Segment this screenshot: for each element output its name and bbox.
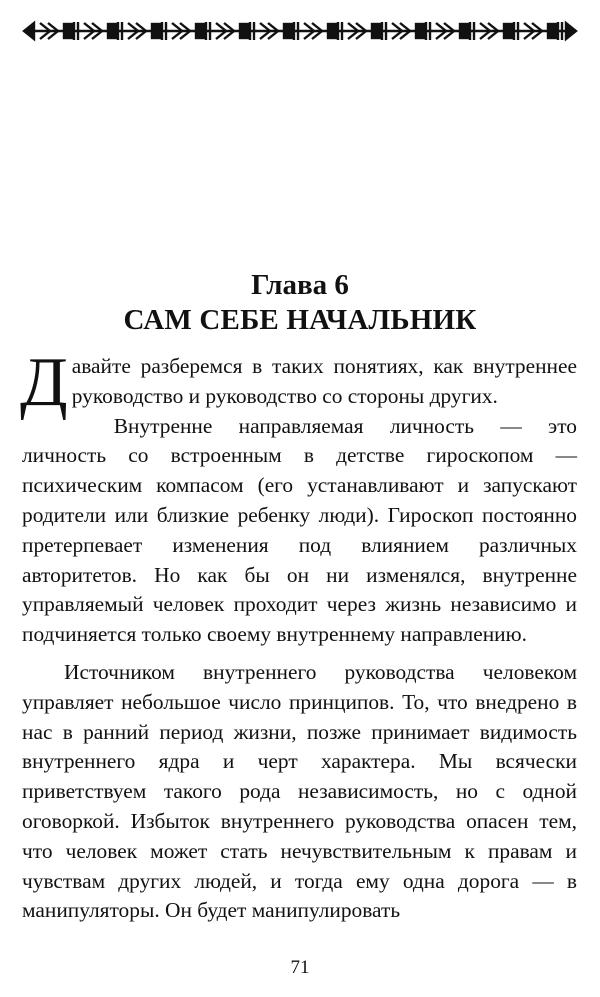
paragraph-1 (20, 344, 577, 421)
paragraph-2: Внутренне направляемая личность — это личность со встроенным в детстве гироскопом — психическим компасом (его устанавливают и запускают родители или близкие ребенку люди). Гироскоп постоянно претерпевает изменения под влиянием различных авторитетов. Но как бы он ни изменялся, внутренне управляемый человек проходит через жизнь независимо и подчиняется только своему внутреннему направлению. (22, 413, 577, 647)
chapter-body (20, 344, 577, 926)
ornament-pattern (24, 22, 576, 40)
decorative-border-ornament-icon (22, 18, 578, 44)
paragraph-3: Источником внутреннего руководства человеком управляет небольшое число принципов. То, что внедрено в нас в ранний период жизни, позже принимает видимость внутреннего ядра и черт характера. Мы всячески приветствуем такого рода независимость, но с одной оговоркой. Избыток внутреннего руководства опасен тем, что человек может стать нечувствительным к правам и чувствам других людей, и тогда ему одна дорога — в манипуляторы. Он будет манипулировать (22, 659, 577, 923)
paragraph-1-text: авайте разберемся в таких понятиях, как внутреннее руководство и руководство со стороны других. (71, 354, 577, 408)
page-number: 71 (290, 957, 310, 978)
chapter-title: САМ СЕБЕ НАЧАЛЬНИК (123, 304, 477, 336)
chapter-number: Глава 6 (251, 269, 349, 301)
drop-cap: Д (20, 344, 68, 421)
